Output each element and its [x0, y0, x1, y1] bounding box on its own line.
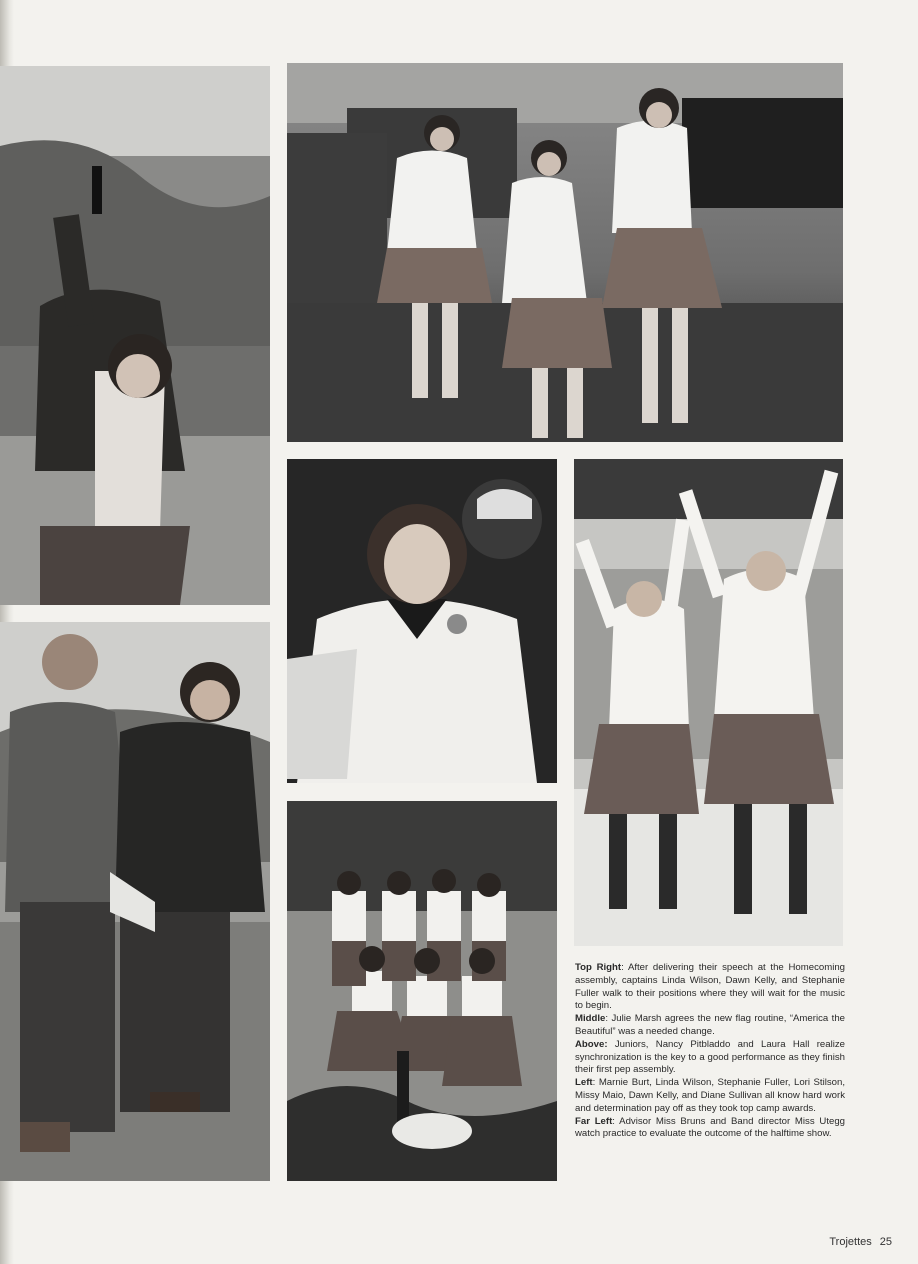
caption-top-right	[575, 962, 845, 1013]
section-name: Trojettes	[829, 1236, 872, 1248]
caption-label: Middle	[575, 1013, 606, 1025]
advisors-illustration	[0, 622, 270, 1181]
caption-text: : Julie Marsh agrees the new flag routine, “America the Beautiful” was a needed change.	[575, 1013, 845, 1037]
homecoming-illustration	[287, 63, 843, 442]
photo-advisors-watching	[0, 622, 270, 1181]
caption-text: : Marnie Burt, Linda Wilson, Stephanie Fuller, Lori Stilson, Missy Maio, Dawn Kelly, and Diane Sullivan all know hard work and determination pay off as they took top camp awards.	[575, 1077, 845, 1114]
caption-middle	[575, 1013, 845, 1039]
caption-far-left	[575, 1116, 845, 1142]
caption-label: Far Left	[575, 1115, 613, 1127]
caption-above	[575, 1039, 845, 1077]
page-number: 25	[879, 1236, 892, 1248]
flag-portrait-illustration	[287, 459, 557, 783]
photo-captions	[575, 962, 845, 1141]
photo-field-practice	[0, 66, 270, 605]
camp-group-illustration	[287, 801, 557, 1181]
page-folio	[821, 1236, 892, 1248]
pep-jump-illustration	[574, 459, 843, 946]
photo-homecoming-captains	[287, 63, 843, 442]
caption-text: : After delivering their speech at the Homecoming assembly, captains Linda Wilson, Dawn Kelly, and Stephanie Fuller walk to their positions where they will wait for the music to begin.	[575, 962, 845, 1012]
photo-camp-awards-group	[287, 801, 557, 1181]
caption-label: Top Right	[575, 962, 622, 973]
caption-label: Left	[575, 1077, 593, 1089]
field-raise-illustration	[0, 66, 270, 605]
caption-left	[575, 1077, 845, 1115]
caption-text: : Advisor Miss Bruns and Band director Miss Utegg watch practice to evaluate the outcome of the halftime show.	[575, 1115, 845, 1140]
photo-flag-routine-portrait	[287, 459, 557, 783]
photo-pep-assembly-jump	[574, 459, 843, 946]
caption-label: Above:	[575, 1038, 608, 1050]
caption-text: Juniors, Nancy Pitbladdo and Laura Hall realize synchronization is the key to a good performance as they finish their first pep assembly.	[575, 1038, 845, 1076]
